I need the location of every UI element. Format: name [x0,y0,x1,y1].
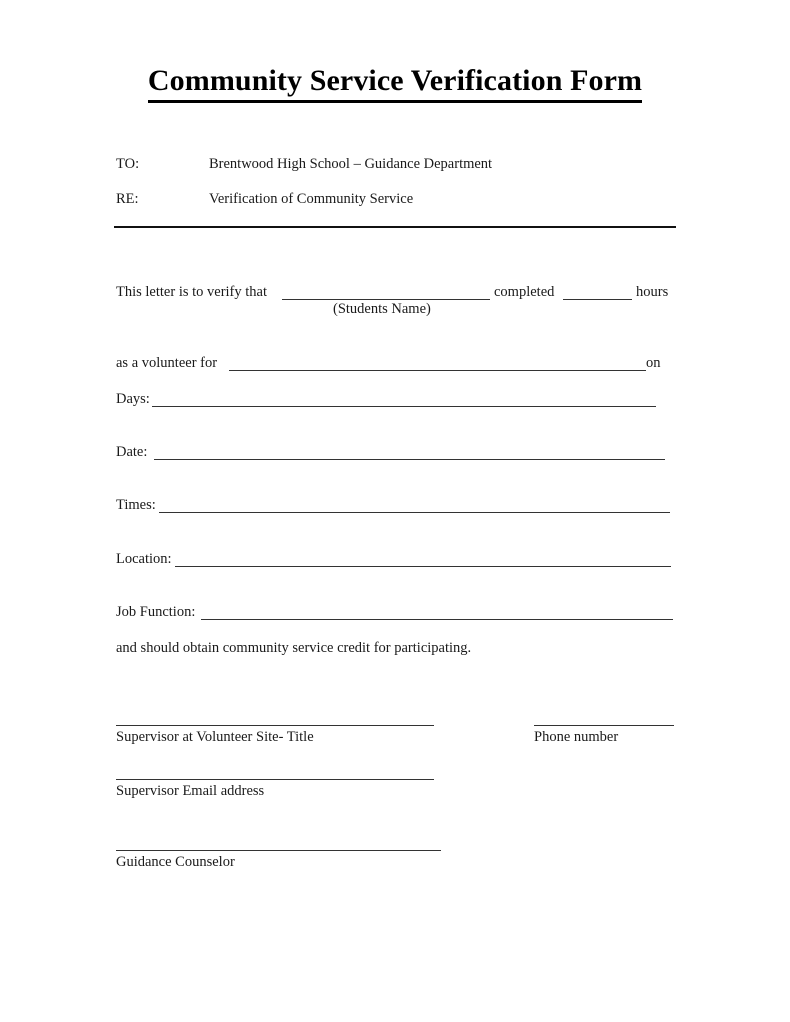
completed-text: completed [494,284,555,300]
days-label: Days: [116,391,150,407]
volunteer-for-text: as a volunteer for [116,355,218,371]
times-field[interactable] [159,512,670,513]
location-field[interactable] [175,566,671,567]
supervisor-email-label: Supervisor Email address [116,783,265,799]
students-name-caption: (Students Name) [333,301,431,317]
verify-prefix: This letter is to verify that [116,284,268,300]
date-label: Date: [116,444,148,460]
phone-label: Phone number [534,729,619,745]
job-function-field[interactable] [201,619,673,620]
header-divider [114,226,676,228]
days-field[interactable] [152,406,656,407]
guidance-counselor-line[interactable] [116,850,441,851]
location-label: Location: [116,551,172,567]
closing-text: and should obtain community service credit for participating. [116,640,472,656]
supervisor-title-label: Supervisor at Volunteer Site- Title [116,729,314,745]
supervisor-email-line[interactable] [116,779,434,780]
hours-text: hours [636,284,669,300]
phone-signature-line[interactable] [534,725,674,726]
supervisor-title-signature-line[interactable] [116,725,434,726]
on-text: on [646,355,661,371]
re-value: Verification of Community Service [209,191,414,207]
to-value: Brentwood High School – Guidance Department [209,156,493,172]
times-label: Times: [116,497,156,513]
hours-field[interactable] [563,299,632,300]
guidance-counselor-label: Guidance Counselor [116,854,235,870]
date-field[interactable] [154,459,665,460]
re-label: RE: [116,191,139,207]
job-function-label: Job Function: [116,604,196,620]
organization-field[interactable] [229,370,646,371]
to-label: TO: [116,156,140,172]
page-title: Community Service Verification Form [0,62,790,103]
